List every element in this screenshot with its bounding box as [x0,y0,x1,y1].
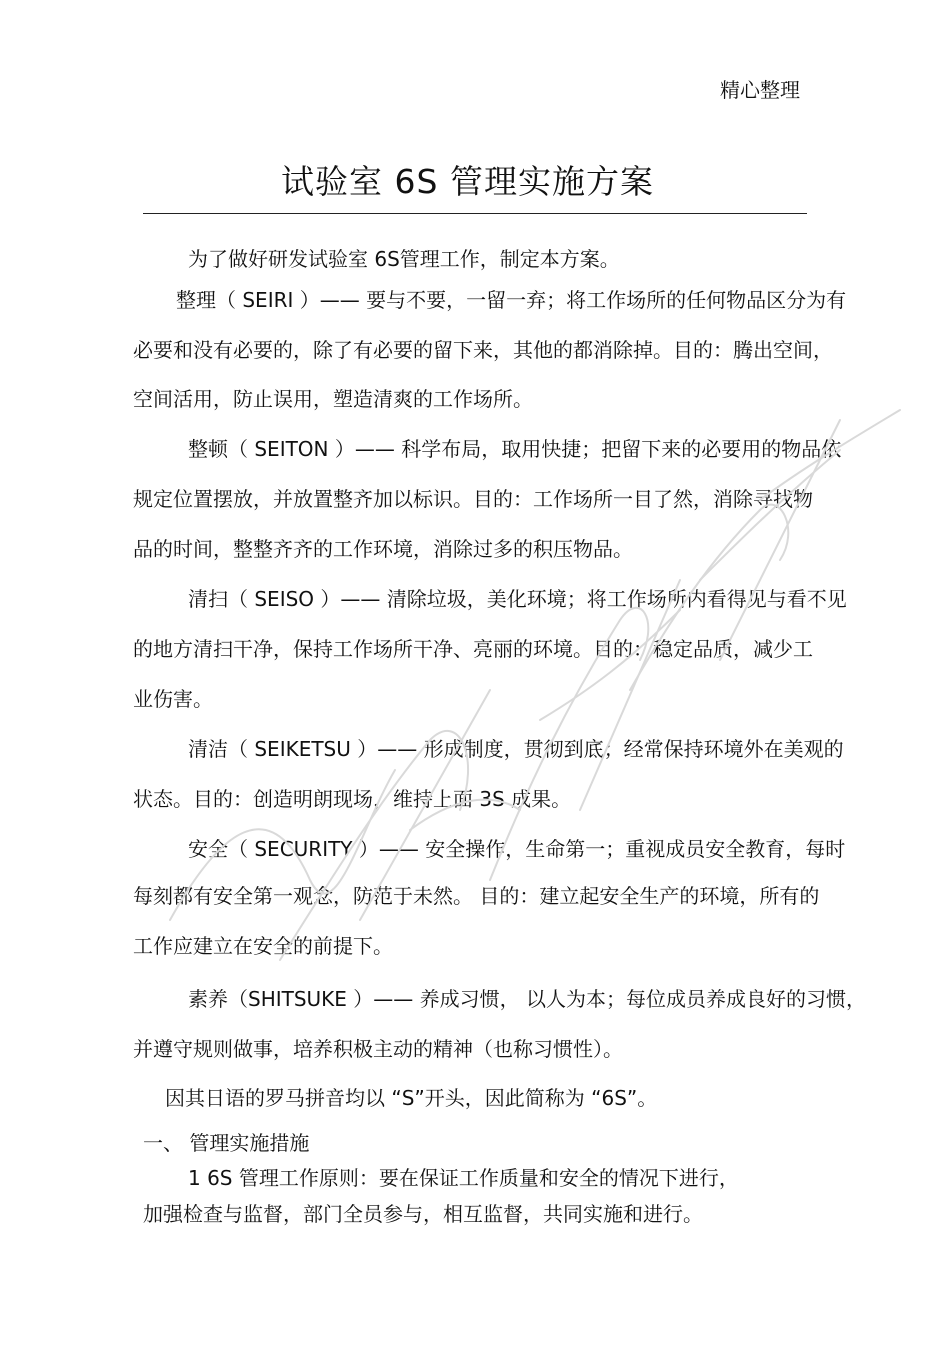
summary-line: 因其日语的罗马拼音均以 “S”开头，因此简称为 “6S”。 [165,1086,658,1110]
seiri-line-1: 整理（ SEIRI ）—— 要与不要，一留一弃；将工作场所的任何物品区分为有 [176,288,847,312]
seiton-line-2: 规定位置摆放，并放置整齐加以标识。目的：工作场所一目了然，消除寻找物 [133,487,813,511]
header-tag: 精心整理 [720,78,800,102]
seiton-line-1: 整顿（ SEITON ）—— 科学布局，取用快捷；把留下来的必要用的物品依 [188,437,842,461]
seiketsu-line-2: 状态。目的：创造明朗现场，维持上面 3S 成果。 [133,787,572,811]
seiketsu-line-1: 清洁（ SEIKETSU ）—— 形成制度，贯彻到底；经常保持环境外在美观的 [188,737,844,761]
seiri-line-3: 空间活用，防止误用，塑造清爽的工作场所。 [133,387,533,411]
seiso-line-3: 业伤害。 [133,687,213,711]
shitsuke-line-1: 素养（SHITSUKE ）—— 养成习惯， 以人为本；每位成员养成良好的习惯， [188,987,867,1011]
seiso-line-2: 的地方清扫干净，保持工作场所干净、亮丽的环境。目的：稳定品质，减少工 [133,637,813,661]
seiton-line-3: 品的时间，整整齐齐的工作环境，消除过多的积压物品。 [133,537,633,561]
principle-line-2: 加强检查与监督，部门全员参与，相互监督，共同实施和进行。 [143,1202,703,1226]
seiso-line-1: 清扫（ SEISO ）—— 清除垃圾，美化环境；将工作场所内看得见与看不见 [188,587,847,611]
shitsuke-line-2: 并遵守规则做事，培养积极主动的精神（也称习惯性）。 [133,1037,623,1061]
security-line-3: 工作应建立在安全的前提下。 [133,934,393,958]
document-title: 试验室 6S 管理实施方案 [281,162,654,201]
security-line-2: 每刻都有安全第一观念，防范于未然。 目的：建立起安全生产的环境，所有的 [133,884,820,908]
intro-line: 为了做好研发试验室 6S管理工作，制定本方案。 [188,247,620,271]
title-underline [143,213,807,214]
section-heading: 一、 管理实施措施 [143,1131,310,1155]
principle-line-1: 1 6S 管理工作原则：要在保证工作质量和安全的情况下进行， [188,1166,739,1190]
seiri-line-2: 必要和没有必要的，除了有必要的留下来，其他的都消除掉。目的：腾出空间， [133,338,833,362]
security-line-1: 安全（ SECURITY ）—— 安全操作，生命第一；重视成员安全教育，每时 [188,837,846,861]
